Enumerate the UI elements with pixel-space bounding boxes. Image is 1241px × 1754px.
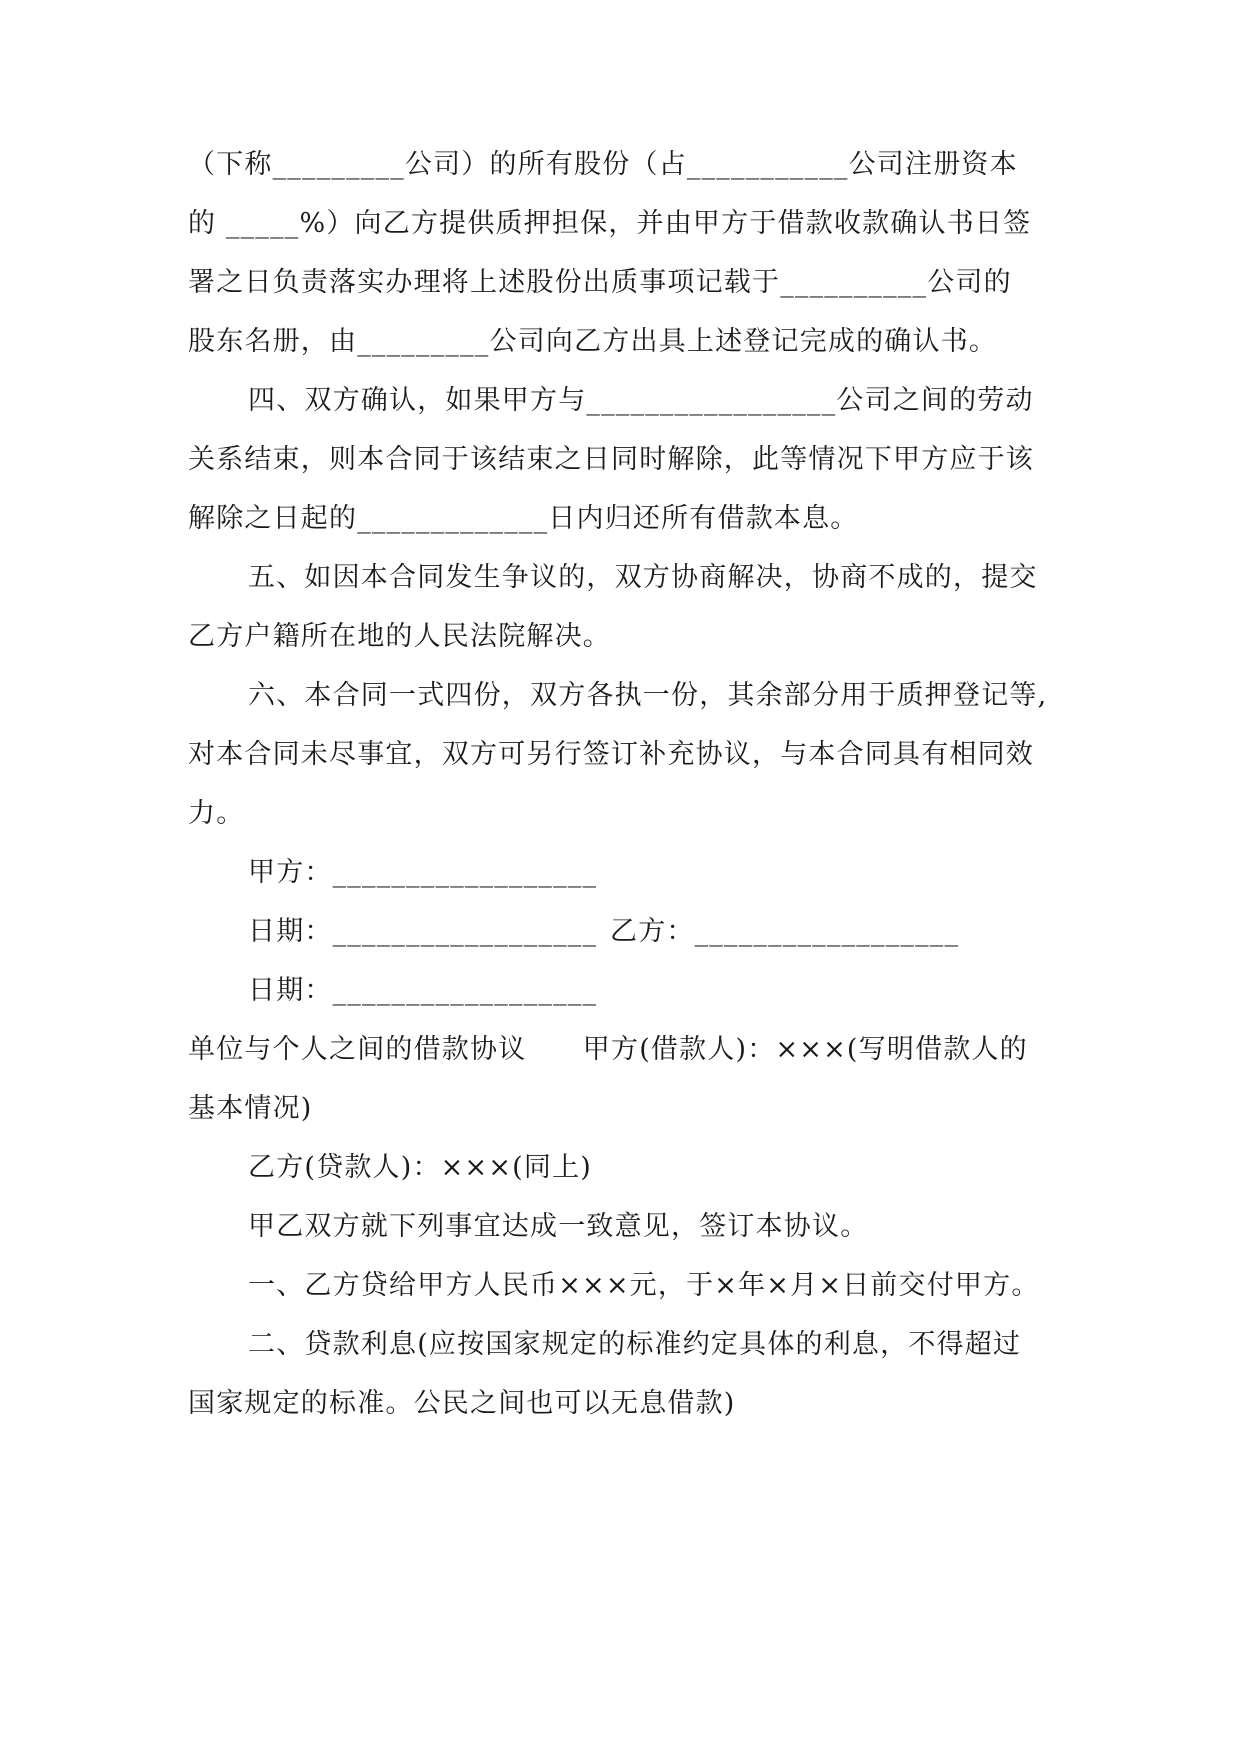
party-a-date: 日期：__________________ bbox=[248, 916, 598, 947]
clause-five: 五、如因本合同发生争议的，双方协商解决，协商不成的，提交 bbox=[248, 562, 1038, 593]
text-line: 国家规定的标准。公民之间也可以无息借款) bbox=[188, 1388, 736, 1419]
agreement-intro: 甲乙双方就下列事宜达成一致意见，签订本协议。 bbox=[248, 1211, 869, 1242]
party-b-date: 日期：__________________ bbox=[248, 975, 598, 1006]
lender-line: 乙方(贷款人)：×××(同上) bbox=[248, 1152, 593, 1183]
text-line: 股东名册，由_________公司向乙方出具上述登记完成的确认书。 bbox=[188, 326, 998, 357]
clause-six: 六、本合同一式四份，双方各执一份，其余部分用于质押登记等, bbox=[248, 680, 1048, 711]
text-line: 对本合同未尽事宜，双方可另行签订补充协议，与本合同具有相同效 bbox=[188, 739, 1034, 770]
agreement-title: 单位与个人之间的借款协议 甲方(借款人)：×××(写明借款人的 bbox=[188, 1034, 1028, 1065]
party-a-signature: 甲方：__________________ bbox=[248, 857, 598, 888]
text-line: 基本情况) bbox=[188, 1093, 313, 1124]
text-line: 解除之日起的_____________日内归还所有借款本息。 bbox=[188, 503, 859, 534]
party-b-signature: 乙方：__________________ bbox=[610, 916, 960, 947]
text-line: （下称_________公司）的所有股份（占___________公司注册资本 bbox=[188, 149, 1018, 180]
text-line: 的 _____%）向乙方提供质押担保，并由甲方于借款收款确认书日签 bbox=[188, 208, 1032, 239]
clause-two: 二、贷款利息(应按国家规定的标准约定具体的利息，不得超过 bbox=[248, 1329, 1022, 1360]
clause-one: 一、乙方贷给甲方人民币×××元，于×年×月×日前交付甲方。 bbox=[248, 1270, 1040, 1301]
text-line: 力。 bbox=[188, 798, 245, 829]
text-line: 关系结束，则本合同于该结束之日同时解除，此等情况下甲方应于该 bbox=[188, 444, 1034, 475]
clause-four: 四、双方确认，如果甲方与_________________公司之间的劳动 bbox=[248, 385, 1034, 416]
text-line: 署之日负责落实办理将上述股份出质事项记载于__________公司的 bbox=[188, 267, 1012, 298]
text-line: 乙方户籍所在地的人民法院解决。 bbox=[188, 621, 611, 652]
